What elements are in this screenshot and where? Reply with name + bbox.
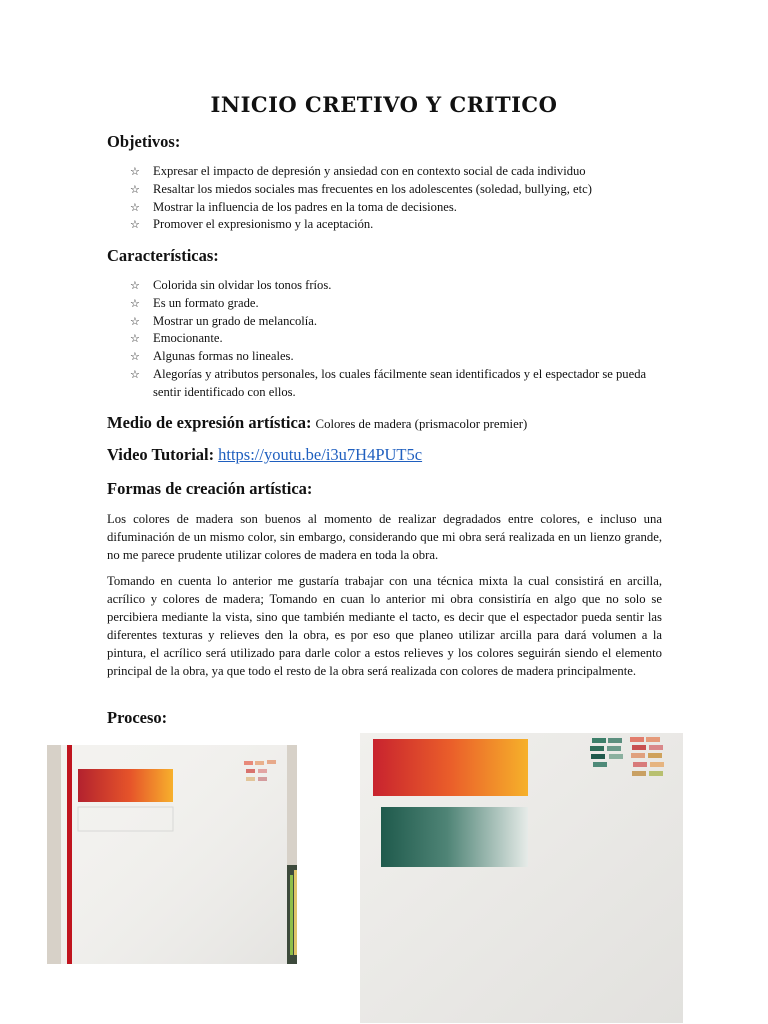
star-outline-icon: ☆ — [130, 200, 140, 214]
process-photo-sketchbook — [360, 733, 683, 1023]
list-item: ☆ Emocionante. — [130, 330, 670, 348]
formas-paragraph-1: Los colores de madera son buenos al momento de realizar degradados entre colores, e incluso una difuminación de un mismo color, sin embargo, considerando que mi obra será realizada en un lienzo grande, no me parece prudente utilizar colores de madera en toda la obra. — [107, 512, 662, 562]
formas-heading: Formas de creación artística: — [107, 479, 313, 498]
list-item: ☆ Expresar el impacto de depresión y ansiedad con en contexto social de cada individuo — [130, 163, 670, 181]
video-label: Video Tutorial: — [107, 445, 215, 464]
medio-value: Colores de madera (prismacolor premier) — [315, 417, 528, 431]
list-item: ☆ Mostrar un grado de melancolía. — [130, 313, 670, 331]
process-photo-notebook — [47, 745, 297, 964]
list-item: ☆ Promover el expresionismo y la aceptación. — [130, 216, 670, 234]
video-link[interactable]: https://youtu.be/i3u7H4PUT5c — [218, 445, 423, 464]
formas-paragraph-2: Tomando en cuenta lo anterior me gustaría trabajar con una técnica mixta la cual consistirá en arcilla, acrílico y colores de madera; Tomando en cuan lo anterior mi obra consistiría en algo que no solo se percibiera mediante la vista, sino que también mediante el tacto, es decir que el espectador pueda sentir las diferentes texturas y relieves den la obra, es por eso que planeo utilizar arcilla para dará volumen a la pintura, el acrílico será utilizado para darle color a estos relieves y los colores seguirán siendo el elemento principal de la obra, ya que todo el resto de la obra será realizada con colores de madera principalmente. — [107, 574, 662, 678]
list-item: ☆ Es un formato grade. — [130, 295, 670, 313]
proceso-heading: Proceso: — [107, 708, 168, 727]
notebook-photo-illustration — [47, 745, 297, 964]
star-outline-icon: ☆ — [130, 279, 140, 292]
star-outline-icon: ☆ — [130, 296, 140, 310]
objetivos-heading: Objetivos: — [107, 132, 181, 151]
star-outline-icon: ☆ — [130, 218, 140, 232]
list-item: ☆ Resaltar los miedos sociales mas frecuentes en los adolescentes (soledad, bullying, etc) — [130, 181, 670, 199]
list-item: ☆ Colorida sin olvidar los tonos fríos. — [130, 277, 670, 295]
caracteristicas-list — [130, 277, 670, 402]
list-item: ☆ Mostrar la influencia de los padres en la toma de decisiones. — [130, 199, 670, 217]
medio-line — [107, 413, 527, 433]
star-outline-icon: ☆ — [130, 165, 140, 178]
star-outline-icon: ☆ — [130, 182, 140, 196]
star-outline-icon: ☆ — [130, 332, 140, 346]
medio-label: Medio de expresión artística: — [107, 413, 312, 432]
star-outline-icon: ☆ — [130, 367, 140, 381]
document-title: INICIO CRETIVO Y CRITICO — [210, 92, 558, 117]
star-outline-icon: ☆ — [130, 350, 140, 364]
star-outline-icon: ☆ — [130, 314, 140, 328]
list-item: ☆ Algunas formas no lineales. — [130, 348, 670, 366]
sketchbook-photo-illustration — [360, 733, 683, 1023]
video-line — [107, 445, 422, 465]
list-item: ☆ Alegorías y atributos personales, los cuales fácilmente sean identificados y el espectador se pueda sentir identificado con ellos. — [130, 366, 647, 399]
caracteristicas-heading: Características: — [107, 246, 219, 265]
objetivos-list — [130, 163, 670, 234]
